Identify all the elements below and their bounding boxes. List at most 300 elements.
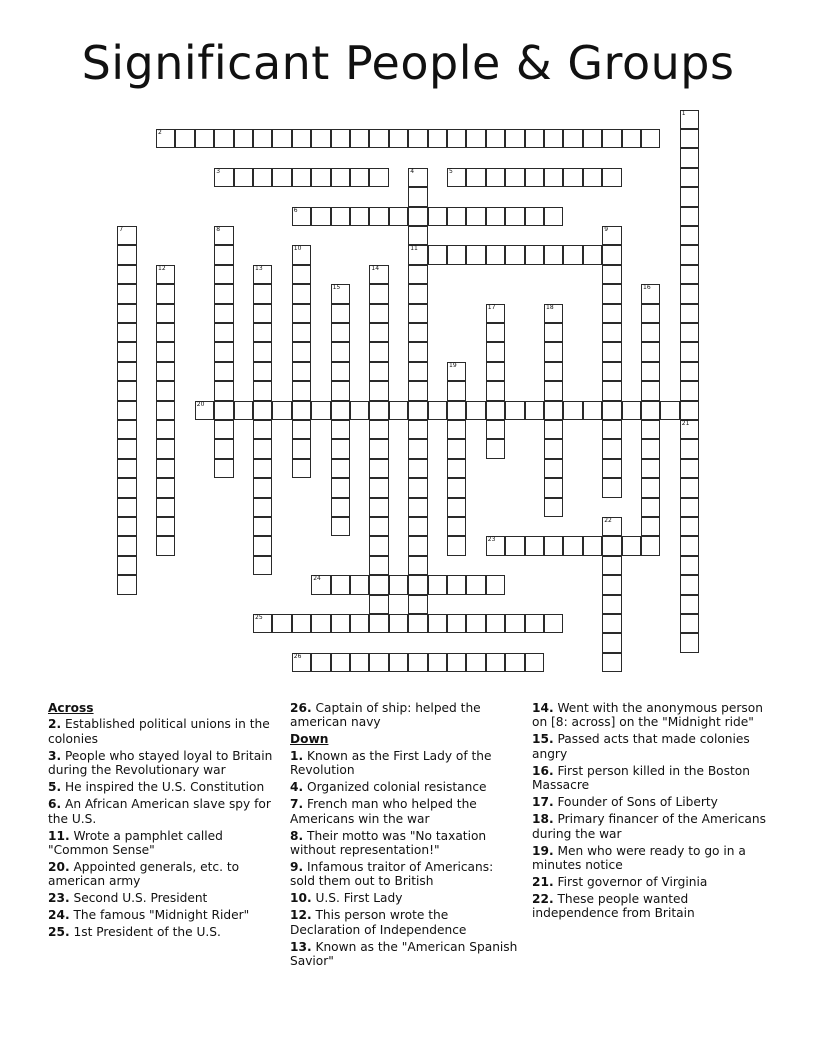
grid-cell[interactable] xyxy=(389,401,408,420)
grid-cell[interactable] xyxy=(214,245,233,264)
grid-cell[interactable] xyxy=(408,304,427,323)
grid-cell[interactable] xyxy=(641,478,660,497)
grid-cell[interactable] xyxy=(641,362,660,381)
grid-cell[interactable] xyxy=(292,129,311,148)
grid-cell[interactable] xyxy=(156,459,175,478)
grid-cell[interactable] xyxy=(292,420,311,439)
grid-cell[interactable] xyxy=(602,265,621,284)
grid-cell[interactable] xyxy=(272,168,291,187)
grid-cell[interactable] xyxy=(641,284,660,303)
grid-cell[interactable] xyxy=(292,362,311,381)
grid-cell[interactable] xyxy=(583,245,602,264)
grid-cell[interactable] xyxy=(331,342,350,361)
grid-cell[interactable] xyxy=(602,381,621,400)
grid-cell[interactable] xyxy=(486,653,505,672)
grid-cell[interactable] xyxy=(156,381,175,400)
grid-cell[interactable] xyxy=(680,245,699,264)
grid-cell[interactable] xyxy=(602,459,621,478)
grid-cell[interactable] xyxy=(117,323,136,342)
grid-cell[interactable] xyxy=(525,614,544,633)
grid-cell[interactable] xyxy=(486,381,505,400)
grid-cell[interactable] xyxy=(214,459,233,478)
grid-cell[interactable] xyxy=(602,595,621,614)
grid-cell[interactable] xyxy=(544,362,563,381)
grid-cell[interactable] xyxy=(505,245,524,264)
grid-cell[interactable] xyxy=(292,323,311,342)
grid-cell[interactable] xyxy=(331,517,350,536)
grid-cell[interactable] xyxy=(234,168,253,187)
grid-cell[interactable] xyxy=(641,420,660,439)
grid-cell[interactable] xyxy=(447,459,466,478)
grid-cell[interactable] xyxy=(156,284,175,303)
grid-cell[interactable] xyxy=(486,207,505,226)
grid-cell[interactable] xyxy=(602,614,621,633)
grid-cell[interactable] xyxy=(544,381,563,400)
grid-cell[interactable] xyxy=(214,168,233,187)
grid-cell[interactable] xyxy=(156,517,175,536)
grid-cell[interactable] xyxy=(680,439,699,458)
grid-cell[interactable] xyxy=(602,420,621,439)
grid-cell[interactable] xyxy=(350,207,369,226)
grid-cell[interactable] xyxy=(447,207,466,226)
grid-cell[interactable] xyxy=(505,536,524,555)
grid-cell[interactable] xyxy=(447,420,466,439)
grid-cell[interactable] xyxy=(214,420,233,439)
grid-cell[interactable] xyxy=(525,401,544,420)
grid-cell[interactable] xyxy=(311,401,330,420)
grid-cell[interactable] xyxy=(641,323,660,342)
grid-cell[interactable] xyxy=(466,653,485,672)
grid-cell[interactable] xyxy=(641,517,660,536)
grid-cell[interactable] xyxy=(331,439,350,458)
grid-cell[interactable] xyxy=(544,498,563,517)
grid-cell[interactable] xyxy=(408,187,427,206)
grid-cell[interactable] xyxy=(331,614,350,633)
grid-cell[interactable] xyxy=(680,362,699,381)
grid-cell[interactable] xyxy=(369,439,388,458)
grid-cell[interactable] xyxy=(602,536,621,555)
grid-cell[interactable] xyxy=(428,401,447,420)
grid-cell[interactable] xyxy=(214,439,233,458)
grid-cell[interactable] xyxy=(214,342,233,361)
grid-cell[interactable] xyxy=(544,459,563,478)
grid-cell[interactable] xyxy=(369,420,388,439)
grid-cell[interactable] xyxy=(486,401,505,420)
grid-cell[interactable] xyxy=(525,536,544,555)
grid-cell[interactable] xyxy=(525,129,544,148)
grid-cell[interactable] xyxy=(117,342,136,361)
grid-cell[interactable] xyxy=(680,207,699,226)
grid-cell[interactable] xyxy=(486,245,505,264)
grid-cell[interactable] xyxy=(389,207,408,226)
grid-cell[interactable] xyxy=(447,517,466,536)
grid-cell[interactable] xyxy=(447,498,466,517)
grid-cell[interactable] xyxy=(331,304,350,323)
grid-cell[interactable] xyxy=(156,304,175,323)
grid-cell[interactable] xyxy=(544,401,563,420)
grid-cell[interactable] xyxy=(311,207,330,226)
grid-cell[interactable] xyxy=(253,459,272,478)
grid-cell[interactable] xyxy=(369,517,388,536)
grid-cell[interactable] xyxy=(214,362,233,381)
grid-cell[interactable] xyxy=(156,439,175,458)
grid-cell[interactable] xyxy=(602,362,621,381)
grid-cell[interactable] xyxy=(253,517,272,536)
grid-cell[interactable] xyxy=(350,401,369,420)
grid-cell[interactable] xyxy=(680,614,699,633)
grid-cell[interactable] xyxy=(602,633,621,652)
grid-cell[interactable] xyxy=(602,401,621,420)
grid-cell[interactable] xyxy=(602,653,621,672)
grid-cell[interactable] xyxy=(641,498,660,517)
grid-cell[interactable] xyxy=(408,226,427,245)
grid-cell[interactable] xyxy=(680,459,699,478)
grid-cell[interactable] xyxy=(680,148,699,167)
grid-cell[interactable] xyxy=(369,595,388,614)
grid-cell[interactable] xyxy=(292,401,311,420)
grid-cell[interactable] xyxy=(680,517,699,536)
grid-cell[interactable] xyxy=(156,536,175,555)
grid-cell[interactable] xyxy=(525,207,544,226)
grid-cell[interactable] xyxy=(505,653,524,672)
grid-cell[interactable] xyxy=(486,168,505,187)
grid-cell[interactable] xyxy=(680,536,699,555)
grid-cell[interactable] xyxy=(408,362,427,381)
grid-cell[interactable] xyxy=(602,478,621,497)
grid-cell[interactable] xyxy=(408,439,427,458)
grid-cell[interactable] xyxy=(253,478,272,497)
grid-cell[interactable] xyxy=(486,323,505,342)
grid-cell[interactable] xyxy=(408,401,427,420)
grid-cell[interactable] xyxy=(292,207,311,226)
grid-cell[interactable] xyxy=(466,401,485,420)
grid-cell[interactable] xyxy=(428,653,447,672)
grid-cell[interactable] xyxy=(525,168,544,187)
grid-cell[interactable] xyxy=(117,536,136,555)
grid-cell[interactable] xyxy=(253,401,272,420)
grid-cell[interactable] xyxy=(486,575,505,594)
grid-cell[interactable] xyxy=(214,401,233,420)
grid-cell[interactable] xyxy=(447,245,466,264)
grid-cell[interactable] xyxy=(408,284,427,303)
grid-cell[interactable] xyxy=(544,536,563,555)
grid-cell[interactable] xyxy=(117,265,136,284)
grid-cell[interactable] xyxy=(331,362,350,381)
grid-cell[interactable] xyxy=(117,381,136,400)
grid-cell[interactable] xyxy=(602,304,621,323)
grid-cell[interactable] xyxy=(544,439,563,458)
grid-cell[interactable] xyxy=(156,498,175,517)
grid-cell[interactable] xyxy=(544,342,563,361)
grid-cell[interactable] xyxy=(214,323,233,342)
grid-cell[interactable] xyxy=(486,129,505,148)
grid-cell[interactable] xyxy=(292,381,311,400)
grid-cell[interactable] xyxy=(117,575,136,594)
grid-cell[interactable] xyxy=(583,401,602,420)
grid-cell[interactable] xyxy=(408,168,427,187)
grid-cell[interactable] xyxy=(602,439,621,458)
grid-cell[interactable] xyxy=(602,575,621,594)
grid-cell[interactable] xyxy=(369,614,388,633)
grid-cell[interactable] xyxy=(331,129,350,148)
grid-cell[interactable] xyxy=(680,129,699,148)
grid-cell[interactable] xyxy=(602,129,621,148)
grid-cell[interactable] xyxy=(602,517,621,536)
grid-cell[interactable] xyxy=(369,575,388,594)
grid-cell[interactable] xyxy=(428,207,447,226)
grid-cell[interactable] xyxy=(641,129,660,148)
grid-cell[interactable] xyxy=(680,556,699,575)
grid-cell[interactable] xyxy=(447,575,466,594)
grid-cell[interactable] xyxy=(680,110,699,129)
grid-cell[interactable] xyxy=(156,362,175,381)
grid-cell[interactable] xyxy=(583,168,602,187)
grid-cell[interactable] xyxy=(331,498,350,517)
grid-cell[interactable] xyxy=(369,265,388,284)
grid-cell[interactable] xyxy=(447,381,466,400)
grid-cell[interactable] xyxy=(389,129,408,148)
grid-cell[interactable] xyxy=(486,439,505,458)
grid-cell[interactable] xyxy=(350,653,369,672)
grid-cell[interactable] xyxy=(292,459,311,478)
grid-cell[interactable] xyxy=(544,168,563,187)
grid-cell[interactable] xyxy=(311,653,330,672)
grid-cell[interactable] xyxy=(641,439,660,458)
grid-cell[interactable] xyxy=(117,498,136,517)
grid-cell[interactable] xyxy=(680,381,699,400)
grid-cell[interactable] xyxy=(214,304,233,323)
grid-cell[interactable] xyxy=(622,401,641,420)
grid-cell[interactable] xyxy=(408,459,427,478)
grid-cell[interactable] xyxy=(408,129,427,148)
grid-cell[interactable] xyxy=(253,498,272,517)
grid-cell[interactable] xyxy=(350,129,369,148)
grid-cell[interactable] xyxy=(563,129,582,148)
grid-cell[interactable] xyxy=(331,420,350,439)
grid-cell[interactable] xyxy=(331,284,350,303)
grid-cell[interactable] xyxy=(680,342,699,361)
grid-cell[interactable] xyxy=(369,556,388,575)
grid-cell[interactable] xyxy=(680,226,699,245)
grid-cell[interactable] xyxy=(369,478,388,497)
grid-cell[interactable] xyxy=(408,575,427,594)
grid-cell[interactable] xyxy=(428,245,447,264)
grid-cell[interactable] xyxy=(117,362,136,381)
grid-cell[interactable] xyxy=(544,420,563,439)
grid-cell[interactable] xyxy=(253,342,272,361)
grid-cell[interactable] xyxy=(466,575,485,594)
grid-cell[interactable] xyxy=(292,439,311,458)
grid-cell[interactable] xyxy=(563,245,582,264)
grid-cell[interactable] xyxy=(641,342,660,361)
grid-cell[interactable] xyxy=(544,323,563,342)
grid-cell[interactable] xyxy=(680,595,699,614)
grid-cell[interactable] xyxy=(505,129,524,148)
grid-cell[interactable] xyxy=(408,245,427,264)
grid-cell[interactable] xyxy=(331,575,350,594)
grid-cell[interactable] xyxy=(292,284,311,303)
grid-cell[interactable] xyxy=(214,226,233,245)
grid-cell[interactable] xyxy=(680,401,699,420)
grid-cell[interactable] xyxy=(525,653,544,672)
grid-cell[interactable] xyxy=(466,207,485,226)
grid-cell[interactable] xyxy=(525,245,544,264)
grid-cell[interactable] xyxy=(369,536,388,555)
grid-cell[interactable] xyxy=(447,439,466,458)
grid-cell[interactable] xyxy=(447,168,466,187)
grid-cell[interactable] xyxy=(331,207,350,226)
grid-cell[interactable] xyxy=(292,265,311,284)
grid-cell[interactable] xyxy=(117,420,136,439)
grid-cell[interactable] xyxy=(195,129,214,148)
grid-cell[interactable] xyxy=(602,168,621,187)
grid-cell[interactable] xyxy=(253,420,272,439)
grid-cell[interactable] xyxy=(408,556,427,575)
grid-cell[interactable] xyxy=(234,129,253,148)
grid-cell[interactable] xyxy=(117,459,136,478)
grid-cell[interactable] xyxy=(253,362,272,381)
grid-cell[interactable] xyxy=(369,401,388,420)
grid-cell[interactable] xyxy=(486,420,505,439)
grid-cell[interactable] xyxy=(117,556,136,575)
grid-cell[interactable] xyxy=(253,265,272,284)
grid-cell[interactable] xyxy=(156,323,175,342)
grid-cell[interactable] xyxy=(253,556,272,575)
grid-cell[interactable] xyxy=(369,342,388,361)
grid-cell[interactable] xyxy=(428,614,447,633)
grid-cell[interactable] xyxy=(408,420,427,439)
grid-cell[interactable] xyxy=(369,653,388,672)
grid-cell[interactable] xyxy=(292,245,311,264)
grid-cell[interactable] xyxy=(505,614,524,633)
grid-cell[interactable] xyxy=(408,517,427,536)
grid-cell[interactable] xyxy=(447,614,466,633)
grid-cell[interactable] xyxy=(369,381,388,400)
grid-cell[interactable] xyxy=(117,245,136,264)
grid-cell[interactable] xyxy=(641,304,660,323)
grid-cell[interactable] xyxy=(563,168,582,187)
grid-cell[interactable] xyxy=(408,536,427,555)
grid-cell[interactable] xyxy=(253,284,272,303)
grid-cell[interactable] xyxy=(680,478,699,497)
grid-cell[interactable] xyxy=(602,556,621,575)
grid-cell[interactable] xyxy=(505,401,524,420)
grid-cell[interactable] xyxy=(486,362,505,381)
grid-cell[interactable] xyxy=(331,401,350,420)
grid-cell[interactable] xyxy=(117,401,136,420)
grid-cell[interactable] xyxy=(350,575,369,594)
grid-cell[interactable] xyxy=(272,614,291,633)
grid-cell[interactable] xyxy=(253,439,272,458)
grid-cell[interactable] xyxy=(680,420,699,439)
grid-cell[interactable] xyxy=(408,478,427,497)
grid-cell[interactable] xyxy=(156,478,175,497)
grid-cell[interactable] xyxy=(602,284,621,303)
grid-cell[interactable] xyxy=(447,129,466,148)
grid-cell[interactable] xyxy=(602,245,621,264)
grid-cell[interactable] xyxy=(117,439,136,458)
grid-cell[interactable] xyxy=(117,226,136,245)
grid-cell[interactable] xyxy=(369,323,388,342)
grid-cell[interactable] xyxy=(680,633,699,652)
grid-cell[interactable] xyxy=(466,614,485,633)
grid-cell[interactable] xyxy=(544,614,563,633)
grid-cell[interactable] xyxy=(331,478,350,497)
grid-cell[interactable] xyxy=(253,129,272,148)
grid-cell[interactable] xyxy=(680,265,699,284)
grid-cell[interactable] xyxy=(505,168,524,187)
grid-cell[interactable] xyxy=(408,342,427,361)
grid-cell[interactable] xyxy=(214,129,233,148)
grid-cell[interactable] xyxy=(117,517,136,536)
grid-cell[interactable] xyxy=(408,265,427,284)
grid-cell[interactable] xyxy=(408,381,427,400)
grid-cell[interactable] xyxy=(369,362,388,381)
grid-cell[interactable] xyxy=(622,536,641,555)
grid-cell[interactable] xyxy=(447,401,466,420)
grid-cell[interactable] xyxy=(408,595,427,614)
grid-cell[interactable] xyxy=(680,284,699,303)
grid-cell[interactable] xyxy=(544,304,563,323)
grid-cell[interactable] xyxy=(428,129,447,148)
grid-cell[interactable] xyxy=(447,362,466,381)
grid-cell[interactable] xyxy=(408,323,427,342)
grid-cell[interactable] xyxy=(408,207,427,226)
grid-cell[interactable] xyxy=(389,614,408,633)
grid-cell[interactable] xyxy=(331,381,350,400)
grid-cell[interactable] xyxy=(234,401,253,420)
grid-cell[interactable] xyxy=(641,536,660,555)
grid-cell[interactable] xyxy=(369,168,388,187)
grid-cell[interactable] xyxy=(292,342,311,361)
grid-cell[interactable] xyxy=(389,653,408,672)
grid-cell[interactable] xyxy=(292,304,311,323)
grid-cell[interactable] xyxy=(117,478,136,497)
grid-cell[interactable] xyxy=(292,168,311,187)
grid-cell[interactable] xyxy=(350,614,369,633)
grid-cell[interactable] xyxy=(544,245,563,264)
grid-cell[interactable] xyxy=(272,401,291,420)
grid-cell[interactable] xyxy=(389,575,408,594)
grid-cell[interactable] xyxy=(641,459,660,478)
grid-cell[interactable] xyxy=(311,575,330,594)
grid-cell[interactable] xyxy=(311,614,330,633)
grid-cell[interactable] xyxy=(583,536,602,555)
grid-cell[interactable] xyxy=(175,129,194,148)
grid-cell[interactable] xyxy=(486,536,505,555)
grid-cell[interactable] xyxy=(253,614,272,633)
grid-cell[interactable] xyxy=(680,168,699,187)
grid-cell[interactable] xyxy=(156,420,175,439)
grid-cell[interactable] xyxy=(272,129,291,148)
grid-cell[interactable] xyxy=(602,323,621,342)
grid-cell[interactable] xyxy=(331,323,350,342)
grid-cell[interactable] xyxy=(214,381,233,400)
grid-cell[interactable] xyxy=(331,653,350,672)
grid-cell[interactable] xyxy=(486,304,505,323)
grid-cell[interactable] xyxy=(408,498,427,517)
grid-cell[interactable] xyxy=(408,614,427,633)
grid-cell[interactable] xyxy=(253,323,272,342)
grid-cell[interactable] xyxy=(311,129,330,148)
grid-cell[interactable] xyxy=(466,129,485,148)
grid-cell[interactable] xyxy=(428,575,447,594)
grid-cell[interactable] xyxy=(253,381,272,400)
grid-cell[interactable] xyxy=(369,459,388,478)
grid-cell[interactable] xyxy=(563,401,582,420)
grid-cell[interactable] xyxy=(350,168,369,187)
grid-cell[interactable] xyxy=(369,304,388,323)
